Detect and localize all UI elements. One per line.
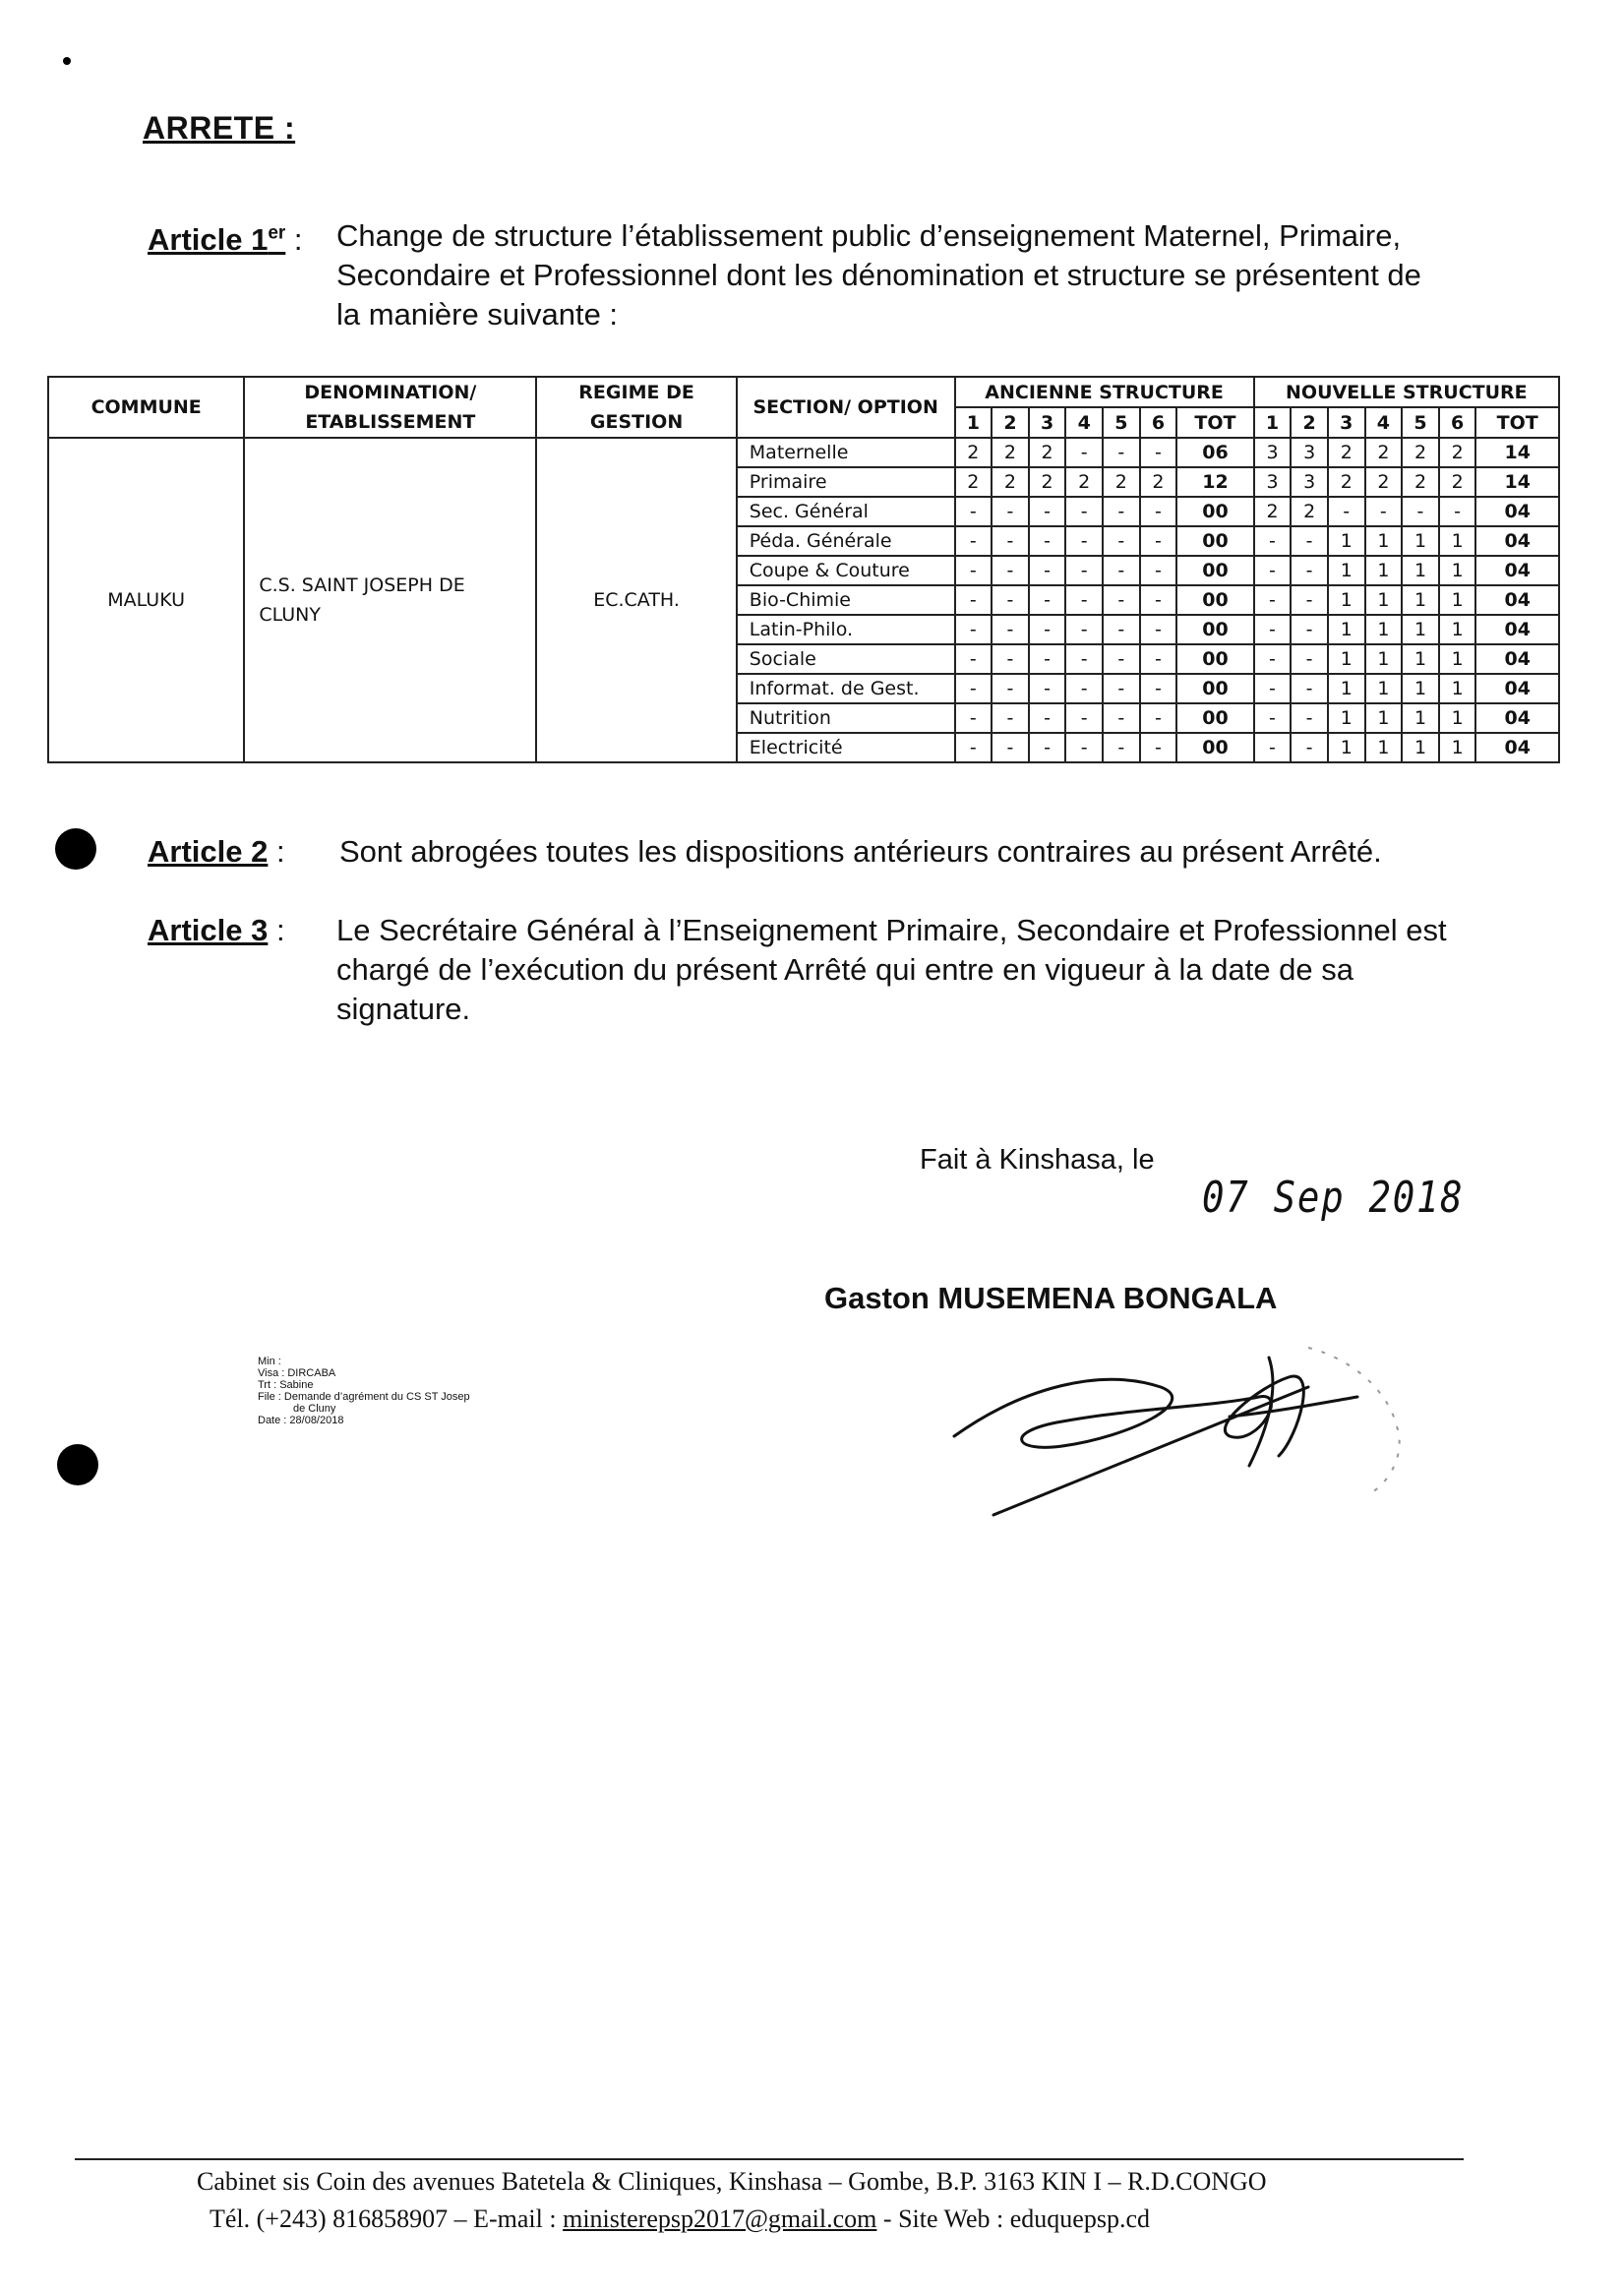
- nouvelle-total-cell: 04: [1475, 497, 1559, 526]
- ancienne-grade-cell: 2: [992, 438, 1029, 467]
- nouvelle-grade-cell: 2: [1439, 438, 1476, 467]
- nouvelle-grade-cell: 1: [1402, 703, 1439, 733]
- option-cell: Electricité: [737, 733, 955, 762]
- article2-label-block: [148, 834, 285, 870]
- nouvelle-grade-cell: -: [1439, 497, 1476, 526]
- ancienne-total-cell: 06: [1176, 438, 1253, 467]
- nouvelle-total-cell: 04: [1475, 674, 1559, 703]
- punch-hole-1: [55, 828, 96, 870]
- header-denomination: DENOMINATION/ ETABLISSEMENT: [244, 377, 536, 438]
- ancienne-grade-cell: -: [1140, 674, 1177, 703]
- nouvelle-grade-cell: 1: [1328, 526, 1365, 556]
- nouvelle-grade-cell: 1: [1439, 526, 1476, 556]
- nouvelle-grade-cell: 2: [1402, 467, 1439, 497]
- note-line: File : Demande d’agrément du CS ST Josep: [258, 1391, 470, 1403]
- ancienne-grade-cell: 2: [955, 467, 992, 497]
- option-cell: Coupe & Couture: [737, 556, 955, 585]
- table-row: [48, 438, 1559, 467]
- nouvelle-grade-cell: 2: [1402, 438, 1439, 467]
- nouvelle-grade-cell: -: [1291, 674, 1328, 703]
- ancienne-grade-cell: -: [955, 556, 992, 585]
- ancienne-grade-cell: 2: [1029, 467, 1066, 497]
- ancienne-grade-cell: -: [955, 703, 992, 733]
- nouvelle-grade-cell: 1: [1402, 526, 1439, 556]
- ancienne-grade-cell: -: [1140, 585, 1177, 615]
- nouvelle-grade-cell: 2: [1365, 438, 1403, 467]
- nouvelle-grade-cell: 3: [1254, 467, 1292, 497]
- ancienne-total-cell: 00: [1176, 733, 1253, 762]
- nouvelle-grade-cell: -: [1254, 585, 1292, 615]
- commune-cell: MALUKU: [48, 438, 244, 762]
- ancienne-grade-cell: -: [1140, 438, 1177, 467]
- grade-header: 2: [1291, 407, 1328, 438]
- ancienne-grade-cell: -: [1140, 556, 1177, 585]
- grade-header: 6: [1140, 407, 1177, 438]
- grade-header: 6: [1439, 407, 1476, 438]
- nouvelle-grade-cell: 2: [1291, 497, 1328, 526]
- option-cell: Informat. de Gest.: [737, 674, 955, 703]
- ancienne-grade-cell: 2: [1029, 438, 1066, 467]
- nouvelle-total-cell: 04: [1475, 733, 1559, 762]
- nouvelle-grade-cell: 2: [1328, 467, 1365, 497]
- ancienne-grade-cell: -: [1103, 703, 1140, 733]
- ancienne-grade-cell: -: [1029, 526, 1066, 556]
- nouvelle-grade-cell: 1: [1439, 674, 1476, 703]
- ancienne-grade-cell: -: [992, 497, 1029, 526]
- option-cell: Primaire: [737, 467, 955, 497]
- nouvelle-grade-cell: -: [1254, 526, 1292, 556]
- nouvelle-grade-cell: 1: [1439, 556, 1476, 585]
- footer-phone: Tél. (+243) 816858907 – E-mail :: [210, 2204, 564, 2233]
- nouvelle-grade-cell: -: [1254, 556, 1292, 585]
- nouvelle-grade-cell: 1: [1365, 703, 1403, 733]
- ancienne-total-cell: 00: [1176, 674, 1253, 703]
- nouvelle-grade-cell: 3: [1254, 438, 1292, 467]
- article3-label-block: [148, 913, 285, 948]
- nouvelle-grade-cell: 1: [1328, 615, 1365, 644]
- note-line: de Cluny: [293, 1403, 336, 1415]
- handwritten-signature: [934, 1328, 1446, 1525]
- nouvelle-grade-cell: 2: [1439, 467, 1476, 497]
- ancienne-grade-cell: -: [955, 615, 992, 644]
- nouvelle-grade-cell: 1: [1402, 733, 1439, 762]
- nouvelle-total-cell: 14: [1475, 438, 1559, 467]
- ancienne-grade-cell: -: [1103, 615, 1140, 644]
- nouvelle-grade-cell: -: [1365, 497, 1403, 526]
- ancienne-grade-cell: -: [1103, 674, 1140, 703]
- ancienne-grade-cell: -: [1103, 585, 1140, 615]
- nouvelle-grade-cell: 1: [1365, 526, 1403, 556]
- nouvelle-grade-cell: -: [1291, 703, 1328, 733]
- ancienne-grade-cell: 2: [1065, 467, 1103, 497]
- structure-table: [47, 376, 1560, 763]
- article2-label: Article 2: [148, 834, 269, 869]
- note-line: Trt : Sabine: [258, 1379, 314, 1391]
- nouvelle-grade-cell: 3: [1291, 438, 1328, 467]
- article1-label: Article 1er: [148, 222, 286, 257]
- nouvelle-total-cell: 04: [1475, 585, 1559, 615]
- ancienne-grade-cell: -: [1029, 644, 1066, 674]
- article3-colon: :: [268, 913, 285, 947]
- ancienne-grade-cell: -: [1029, 556, 1066, 585]
- article1-text: Change de structure l’établissement public d’enseignement Maternel, Primaire, Secondaire et Professionnel dont les dénomination et structure se présentent de la manière suivante :: [336, 218, 1421, 332]
- option-cell: Sociale: [737, 644, 955, 674]
- option-cell: Sec. Général: [737, 497, 955, 526]
- ancienne-grade-cell: -: [1065, 644, 1103, 674]
- ancienne-grade-cell: -: [992, 585, 1029, 615]
- total-header: TOT: [1475, 407, 1559, 438]
- ancienne-grade-cell: -: [1065, 615, 1103, 644]
- nouvelle-grade-cell: 2: [1328, 438, 1365, 467]
- nouvelle-total-cell: 04: [1475, 644, 1559, 674]
- ancienne-grade-cell: -: [1065, 585, 1103, 615]
- grade-header: 2: [992, 407, 1029, 438]
- ancienne-grade-cell: 2: [992, 467, 1029, 497]
- ancienne-grade-cell: -: [1029, 733, 1066, 762]
- ancienne-grade-cell: -: [1065, 497, 1103, 526]
- nouvelle-grade-cell: -: [1254, 733, 1292, 762]
- grade-header: 4: [1065, 407, 1103, 438]
- ancienne-total-cell: 00: [1176, 497, 1253, 526]
- nouvelle-grade-cell: 1: [1328, 556, 1365, 585]
- ancienne-grade-cell: -: [955, 674, 992, 703]
- option-cell: Péda. Générale: [737, 526, 955, 556]
- ancienne-grade-cell: -: [992, 526, 1029, 556]
- ancienne-grade-cell: -: [1065, 733, 1103, 762]
- ancienne-grade-cell: -: [992, 615, 1029, 644]
- nouvelle-grade-cell: 1: [1365, 585, 1403, 615]
- ancienne-grade-cell: -: [955, 585, 992, 615]
- nouvelle-grade-cell: -: [1291, 585, 1328, 615]
- ancienne-total-cell: 00: [1176, 585, 1253, 615]
- signer-name: Gaston MUSEMENA BONGALA: [824, 1281, 1278, 1315]
- nouvelle-total-cell: 04: [1475, 703, 1559, 733]
- note-line: Visa : DIRCABA: [258, 1367, 336, 1379]
- ancienne-total-cell: 00: [1176, 644, 1253, 674]
- nouvelle-grade-cell: 1: [1439, 733, 1476, 762]
- ancienne-grade-cell: -: [1103, 497, 1140, 526]
- nouvelle-grade-cell: -: [1254, 703, 1292, 733]
- article1-label-block: [148, 222, 303, 258]
- ancienne-grade-cell: -: [1065, 526, 1103, 556]
- ancienne-grade-cell: -: [1029, 703, 1066, 733]
- option-cell: Bio-Chimie: [737, 585, 955, 615]
- nouvelle-grade-cell: -: [1291, 644, 1328, 674]
- page-heading: ARRETE :: [143, 110, 296, 146]
- header-section: SECTION/ OPTION: [737, 377, 955, 438]
- ancienne-grade-cell: -: [955, 733, 992, 762]
- etablissement-cell: C.S. SAINT JOSEPH DE CLUNY: [244, 438, 536, 762]
- ancienne-grade-cell: -: [1140, 703, 1177, 733]
- ancienne-grade-cell: 2: [955, 438, 992, 467]
- ancienne-total-cell: 12: [1176, 467, 1253, 497]
- ancienne-grade-cell: -: [955, 526, 992, 556]
- ancienne-grade-cell: -: [1103, 556, 1140, 585]
- nouvelle-total-cell: 04: [1475, 556, 1559, 585]
- nouvelle-grade-cell: -: [1254, 615, 1292, 644]
- nouvelle-grade-cell: 1: [1439, 703, 1476, 733]
- footer-contact: [210, 2204, 1150, 2234]
- place-and-date-label: Fait à Kinshasa, le: [920, 1144, 1155, 1176]
- ancienne-grade-cell: 2: [1140, 467, 1177, 497]
- nouvelle-grade-cell: 2: [1254, 497, 1292, 526]
- article3-label: Article 3: [148, 913, 269, 947]
- total-header: TOT: [1176, 407, 1253, 438]
- ancienne-grade-cell: -: [1029, 615, 1066, 644]
- footer-website: - Site Web : eduquepsp.cd: [876, 2204, 1151, 2233]
- header-ancienne-structure: ANCIENNE STRUCTURE: [955, 377, 1254, 407]
- ancienne-total-cell: 00: [1176, 615, 1253, 644]
- ancienne-grade-cell: -: [1140, 497, 1177, 526]
- nouvelle-grade-cell: 1: [1439, 644, 1476, 674]
- ancienne-total-cell: 00: [1176, 556, 1253, 585]
- scan-mark-top: [63, 57, 71, 65]
- grade-header: 5: [1103, 407, 1140, 438]
- nouvelle-grade-cell: 1: [1402, 644, 1439, 674]
- footer-divider: [75, 2158, 1464, 2160]
- header-commune: COMMUNE: [48, 377, 244, 438]
- ancienne-total-cell: 00: [1176, 703, 1253, 733]
- ancienne-grade-cell: -: [1065, 438, 1103, 467]
- ancienne-grade-cell: -: [1065, 703, 1103, 733]
- nouvelle-total-cell: 14: [1475, 467, 1559, 497]
- ancienne-grade-cell: -: [1065, 674, 1103, 703]
- ancienne-grade-cell: -: [1103, 644, 1140, 674]
- ancienne-grade-cell: -: [955, 497, 992, 526]
- nouvelle-grade-cell: -: [1291, 615, 1328, 644]
- nouvelle-grade-cell: -: [1291, 526, 1328, 556]
- ancienne-grade-cell: -: [1140, 526, 1177, 556]
- nouvelle-grade-cell: 1: [1328, 585, 1365, 615]
- ancienne-grade-cell: -: [992, 733, 1029, 762]
- ancienne-grade-cell: -: [992, 674, 1029, 703]
- header-regime: REGIME DE GESTION: [536, 377, 736, 438]
- footer-address: Cabinet sis Coin des avenues Batetela & Cliniques, Kinshasa – Gombe, B.P. 3163 KIN I – R.D.CONGO: [197, 2167, 1267, 2196]
- nouvelle-grade-cell: 3: [1291, 467, 1328, 497]
- option-cell: Maternelle: [737, 438, 955, 467]
- ancienne-grade-cell: -: [1103, 438, 1140, 467]
- ancienne-grade-cell: -: [1140, 615, 1177, 644]
- nouvelle-grade-cell: -: [1254, 644, 1292, 674]
- table-body: [48, 438, 1559, 762]
- ancienne-total-cell: 00: [1176, 526, 1253, 556]
- grade-header: 3: [1029, 407, 1066, 438]
- nouvelle-grade-cell: 1: [1365, 644, 1403, 674]
- ancienne-grade-cell: -: [1029, 585, 1066, 615]
- ancienne-grade-cell: -: [1140, 644, 1177, 674]
- routing-note: [258, 1356, 470, 1426]
- grade-header: 3: [1328, 407, 1365, 438]
- nouvelle-grade-cell: 1: [1328, 644, 1365, 674]
- ancienne-grade-cell: -: [955, 644, 992, 674]
- nouvelle-grade-cell: 1: [1365, 556, 1403, 585]
- option-cell: Nutrition: [737, 703, 955, 733]
- nouvelle-grade-cell: 1: [1328, 703, 1365, 733]
- ancienne-grade-cell: -: [992, 556, 1029, 585]
- article2-text: Sont abrogées toutes les dispositions antérieurs contraires au présent Arrêté.: [339, 834, 1382, 869]
- nouvelle-grade-cell: 1: [1402, 674, 1439, 703]
- nouvelle-grade-cell: 1: [1439, 585, 1476, 615]
- table-header-row-1: [48, 377, 1559, 407]
- handwritten-date: 07 Sep 2018: [1202, 1173, 1465, 1223]
- ancienne-grade-cell: -: [1140, 733, 1177, 762]
- option-cell: Latin-Philo.: [737, 615, 955, 644]
- grade-header: 4: [1365, 407, 1403, 438]
- nouvelle-grade-cell: -: [1402, 497, 1439, 526]
- nouvelle-grade-cell: 1: [1328, 674, 1365, 703]
- nouvelle-grade-cell: 1: [1402, 585, 1439, 615]
- note-line: Date : 28/08/2018: [258, 1415, 344, 1426]
- ancienne-grade-cell: -: [992, 644, 1029, 674]
- regime-cell: EC.CATH.: [536, 438, 736, 762]
- ancienne-grade-cell: -: [1103, 526, 1140, 556]
- nouvelle-grade-cell: 2: [1365, 467, 1403, 497]
- nouvelle-total-cell: 04: [1475, 615, 1559, 644]
- nouvelle-grade-cell: -: [1291, 733, 1328, 762]
- article3-text: Le Secrétaire Général à l’Enseignement Primaire, Secondaire et Professionnel est chargé de l’exécution du présent Arrêté qui entre en vigueur à la date de sa signature.: [336, 913, 1447, 1026]
- nouvelle-grade-cell: 1: [1439, 615, 1476, 644]
- article2-colon: :: [268, 834, 285, 869]
- punch-hole-2: [57, 1444, 98, 1485]
- ancienne-grade-cell: 2: [1103, 467, 1140, 497]
- grade-header: 5: [1402, 407, 1439, 438]
- nouvelle-grade-cell: 1: [1402, 556, 1439, 585]
- nouvelle-grade-cell: 1: [1402, 615, 1439, 644]
- note-line: Min :: [258, 1356, 281, 1367]
- grade-header: 1: [955, 407, 992, 438]
- nouvelle-grade-cell: -: [1328, 497, 1365, 526]
- nouvelle-grade-cell: 1: [1365, 674, 1403, 703]
- footer-email-link[interactable]: ministerepsp2017@gmail.com: [563, 2204, 877, 2233]
- ancienne-grade-cell: -: [1065, 556, 1103, 585]
- nouvelle-grade-cell: 1: [1365, 733, 1403, 762]
- nouvelle-grade-cell: 1: [1365, 615, 1403, 644]
- grade-header: 1: [1254, 407, 1292, 438]
- ancienne-grade-cell: -: [1103, 733, 1140, 762]
- ancienne-grade-cell: -: [1029, 674, 1066, 703]
- nouvelle-total-cell: 04: [1475, 526, 1559, 556]
- nouvelle-grade-cell: -: [1254, 674, 1292, 703]
- header-nouvelle-structure: NOUVELLE STRUCTURE: [1254, 377, 1559, 407]
- article1-colon: :: [285, 222, 303, 257]
- ancienne-grade-cell: -: [1029, 497, 1066, 526]
- ancienne-grade-cell: -: [992, 703, 1029, 733]
- nouvelle-grade-cell: -: [1291, 556, 1328, 585]
- nouvelle-grade-cell: 1: [1328, 733, 1365, 762]
